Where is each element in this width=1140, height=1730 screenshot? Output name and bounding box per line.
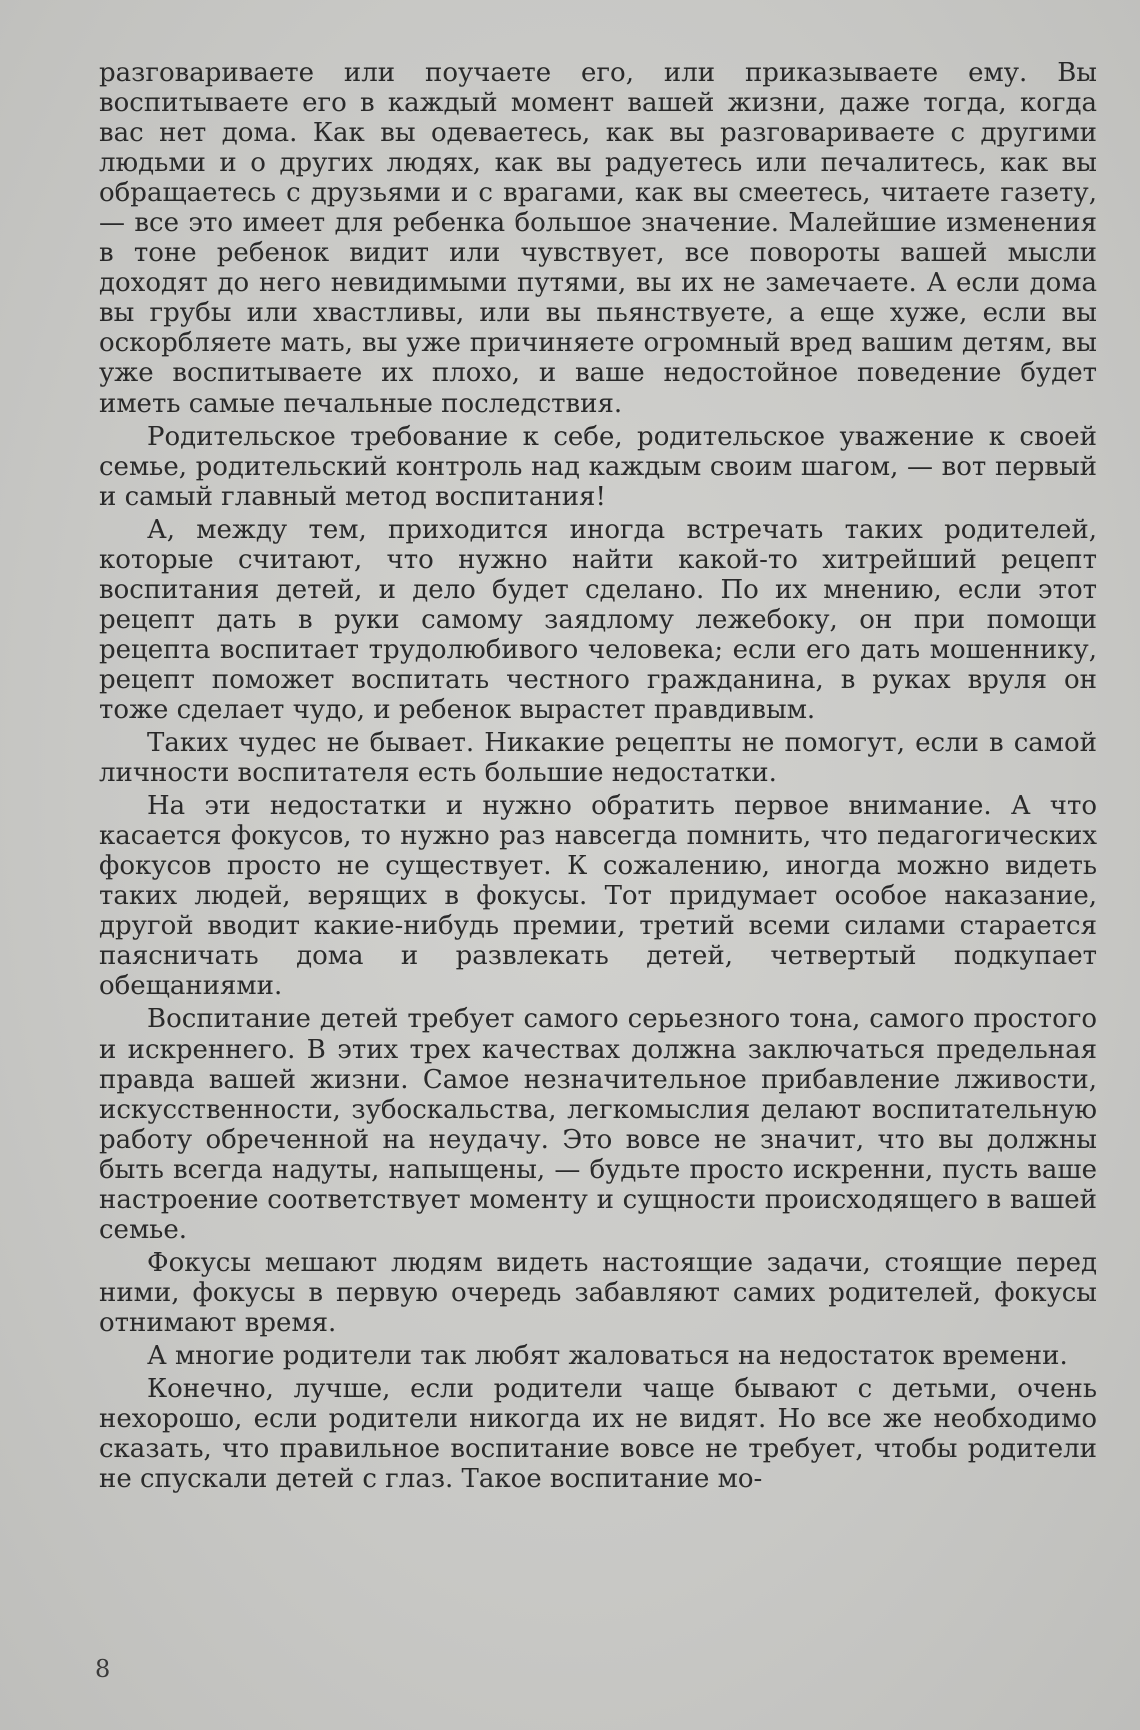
paragraph: Фокусы мешают людям видеть настоящие задачи, стоящие перед ними, фокусы в первую очередь забавляют самих родителей, фокусы отнимают время. xyxy=(99,1247,1097,1338)
paragraph-continuation: разговариваете или поучаете его, или приказываете ему. Вы воспитываете его в каждый момент вашей жизни, даже тогда, когда вас нет дома. Как вы одеваетесь, как вы разговариваете с другими людьми и о других людях, как вы радуетесь или печалитесь, как вы обращаетесь с друзьями и с врагами, как вы смеетесь, читаете газету, — все это имеет для ребенка большое значение. Малейшие изменения в тоне ребенок видит или чувствует, все повороты вашей мысли доходят до него невидимыми путями, вы их не замечаете. А если дома вы грубы или хвастливы, или вы пьянствуете, а еще хуже, если вы оскорбляете мать, вы уже причиняете огромный вред вашим детям, вы уже воспитываете их плохо, и ваше недостойное поведение будет иметь самые печальные последствия. xyxy=(99,58,1097,419)
body-text xyxy=(99,58,1097,1497)
paragraph: А, между тем, приходится иногда встречать таких родителей, которые считают, что нужно найти какой-то хитрейший рецепт воспитания детей, и дело будет сделано. По их мнению, если этот рецепт дать в руки самому заядлому лежебоку, он при помощи рецепта воспитает трудолюбивого человека; если его дать мошеннику, рецепт поможет воспитать честного гражданина, в руках вруля он тоже сделает чудо, и ребенок вырастет правдивым. xyxy=(99,514,1097,725)
paragraph: Воспитание детей требует самого серьезного тона, самого простого и искреннего. В этих трех качествах должна заключаться предельная правда вашей жизни. Самое незначительное прибавление лживости, искусственности, зубоскальства, легкомыслия делают воспитательную работу обреченной на неудачу. Это вовсе не значит, что вы должны быть всегда надуты, напыщены, — будьте просто искренни, пусть ваше настроение соответствует моменту и сущности происходящего в вашей семье. xyxy=(99,1004,1097,1245)
page-number: 8 xyxy=(95,1655,111,1683)
paragraph: Конечно, лучше, если родители чаще бывают с детьми, очень нехорошо, если родители никогда их не видят. Но все же необходимо сказать, что правильное воспитание вовсе не требует, чтобы родители не спускали детей с глаз. Такое воспитание мо- xyxy=(99,1374,1097,1495)
paragraph: На эти недостатки и нужно обратить первое внимание. А что касается фокусов, то нужно раз навсегда помнить, что педагогических фокусов просто не существует. К сожалению, иногда можно видеть таких людей, верящих в фокусы. Тот придумает особое наказание, другой вводит какие-нибудь премии, третий всеми силами старается паясничать дома и развлекать детей, четвертый подкупает обещаниями. xyxy=(99,791,1097,1002)
paragraph: А многие родители так любят жаловаться на недостаток времени. xyxy=(147,1340,1068,1371)
paragraph: Таких чудес не бывает. Никакие рецепты не помогут, если в самой личности воспитателя есть большие недостатки. xyxy=(99,728,1097,789)
paragraph: Родительское требование к себе, родительское уважение к своей семье, родительский контроль над каждым своим шагом, — вот первый и самый главный метод воспитания! xyxy=(99,421,1097,512)
